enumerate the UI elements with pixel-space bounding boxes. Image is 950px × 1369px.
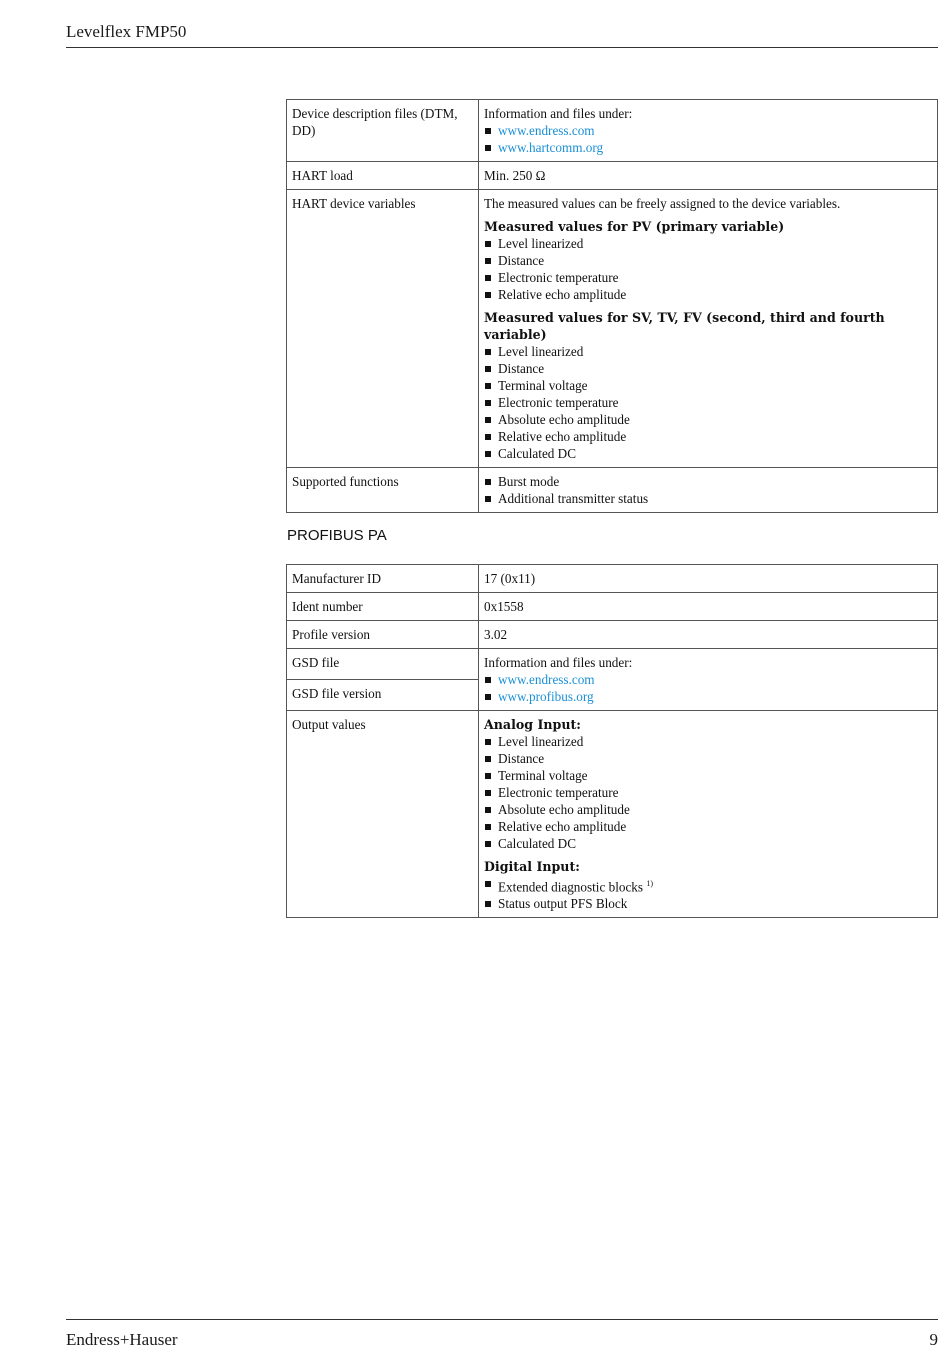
pv-heading: Measured values for PV (primary variable) (484, 219, 785, 234)
list-item-text: Electronic temperature (498, 785, 619, 800)
list-item (484, 235, 932, 252)
row-value (479, 100, 938, 162)
list-item-text: Relative echo amplitude (498, 287, 627, 302)
list-item-text: Calculated DC (498, 836, 577, 851)
list-item-text: Calculated DC (498, 446, 577, 461)
list-item (484, 269, 932, 286)
list-item (484, 688, 932, 705)
row-label: Output values (287, 711, 479, 918)
list-item (484, 895, 932, 912)
bullet-icon (485, 901, 491, 907)
bullet-icon (485, 479, 491, 485)
bullet-icon (485, 417, 491, 423)
bullet-icon (485, 790, 491, 796)
bullet-icon (485, 807, 491, 813)
list-item (484, 784, 932, 801)
row-label: Device description files (DTM, DD) (287, 100, 479, 162)
bullet-icon (485, 349, 491, 355)
list-item (484, 671, 932, 688)
row-label: GSD file version (287, 680, 479, 711)
list-item (484, 490, 932, 507)
bullet-icon (485, 292, 491, 298)
list-item-text: Burst mode (498, 474, 560, 489)
list-item-text: Relative echo amplitude (498, 429, 627, 444)
row-label: GSD file (287, 649, 479, 680)
list-item-text: Distance (498, 253, 545, 268)
link-endress[interactable]: www.endress.com (498, 672, 595, 687)
table-row (287, 100, 938, 162)
table-row (287, 711, 938, 918)
row-label: HART device variables (287, 190, 479, 468)
bullet-icon (485, 451, 491, 457)
row-value (479, 190, 938, 468)
row-value: 3.02 (479, 621, 938, 649)
list-item-text: Level linearized (498, 344, 584, 359)
list-item (484, 875, 932, 895)
bullet-icon (485, 756, 491, 762)
list-item-text: Relative echo amplitude (498, 819, 627, 834)
row-label: Supported functions (287, 468, 479, 513)
list-item (484, 767, 932, 784)
bullet-icon (485, 773, 491, 779)
list-item-text: Terminal voltage (498, 378, 588, 393)
list-item-text: Distance (498, 361, 545, 376)
list-item (484, 835, 932, 852)
bullet-icon (485, 128, 491, 134)
table-row (287, 190, 938, 468)
bullet-icon (485, 366, 491, 372)
list-item (484, 801, 932, 818)
profibus-table (286, 564, 938, 918)
bullet-icon (485, 145, 491, 151)
list-item (484, 252, 932, 269)
table-row (287, 593, 938, 621)
row-value: 0x1558 (479, 593, 938, 621)
bullet-icon (485, 739, 491, 745)
list-item-text: Electronic temperature (498, 395, 619, 410)
bullet-icon (485, 841, 491, 847)
bullet-icon (485, 400, 491, 406)
bullet-icon (485, 383, 491, 389)
table-row (287, 649, 938, 680)
row-label: Manufacturer ID (287, 565, 479, 593)
list-item (484, 360, 932, 377)
bullet-icon (485, 275, 491, 281)
table-row (287, 621, 938, 649)
list-item-text: Electronic temperature (498, 270, 619, 285)
list-item (484, 733, 932, 750)
footer-rule (66, 1319, 938, 1320)
list-item (484, 286, 932, 303)
list-item-text: Extended diagnostic blocks (498, 879, 644, 895)
row-label: Profile version (287, 621, 479, 649)
list-item-text: Absolute echo amplitude (498, 412, 630, 427)
list-item (484, 343, 932, 360)
footnote-ref: 1) (646, 879, 653, 888)
row-label: HART load (287, 162, 479, 190)
list-item-text: Level linearized (498, 734, 584, 749)
section-heading: PROFIBUS PA (287, 527, 387, 544)
bullet-icon (485, 258, 491, 264)
row-label: Ident number (287, 593, 479, 621)
bullet-icon (485, 434, 491, 440)
info-intro: Information and files under: (484, 106, 633, 121)
link-profibus[interactable]: www.profibus.org (498, 689, 594, 704)
bullet-icon (485, 241, 491, 247)
bullet-icon (485, 496, 491, 502)
row-value (479, 649, 938, 711)
header-rule (66, 47, 938, 48)
list-item (484, 750, 932, 767)
list-item (484, 122, 932, 139)
list-item (484, 139, 932, 156)
info-intro: Information and files under: (484, 655, 633, 670)
bullet-icon (485, 694, 491, 700)
list-item-text: Additional transmitter status (498, 491, 649, 506)
table-row (287, 468, 938, 513)
table-row (287, 565, 938, 593)
list-item (484, 377, 932, 394)
list-item (484, 428, 932, 445)
link-endress[interactable]: www.endress.com (498, 123, 595, 138)
hart-table (286, 99, 938, 513)
page-number: 9 (929, 1330, 938, 1349)
list-item-text: Terminal voltage (498, 768, 588, 783)
list-item (484, 473, 932, 490)
list-item (484, 411, 932, 428)
bullet-icon (485, 881, 491, 887)
row-value: Min. 250 Ω (479, 162, 938, 190)
footer-brand: Endress+Hauser (66, 1330, 178, 1349)
bullet-icon (485, 677, 491, 683)
list-item-text: Level linearized (498, 236, 584, 251)
table-row (287, 162, 938, 190)
row-value (479, 468, 938, 513)
variables-intro: The measured values can be freely assigned to the device variables. (484, 196, 841, 211)
row-value (479, 711, 938, 918)
row-value: 17 (0x11) (479, 565, 938, 593)
list-item-text: Absolute echo amplitude (498, 802, 630, 817)
list-item (484, 394, 932, 411)
list-item-text: Status output PFS Block (498, 896, 628, 912)
analog-heading: Analog Input: (484, 717, 581, 732)
sv-heading: Measured values for SV, TV, FV (second, third and fourth variable) (484, 310, 885, 342)
link-hartcomm[interactable]: www.hartcomm.org (498, 140, 604, 155)
bullet-icon (485, 824, 491, 830)
list-item (484, 818, 932, 835)
list-item-text: Distance (498, 751, 545, 766)
list-item (484, 445, 932, 462)
digital-heading: Digital Input: (484, 859, 580, 874)
header-title: Levelflex FMP50 (66, 22, 187, 41)
